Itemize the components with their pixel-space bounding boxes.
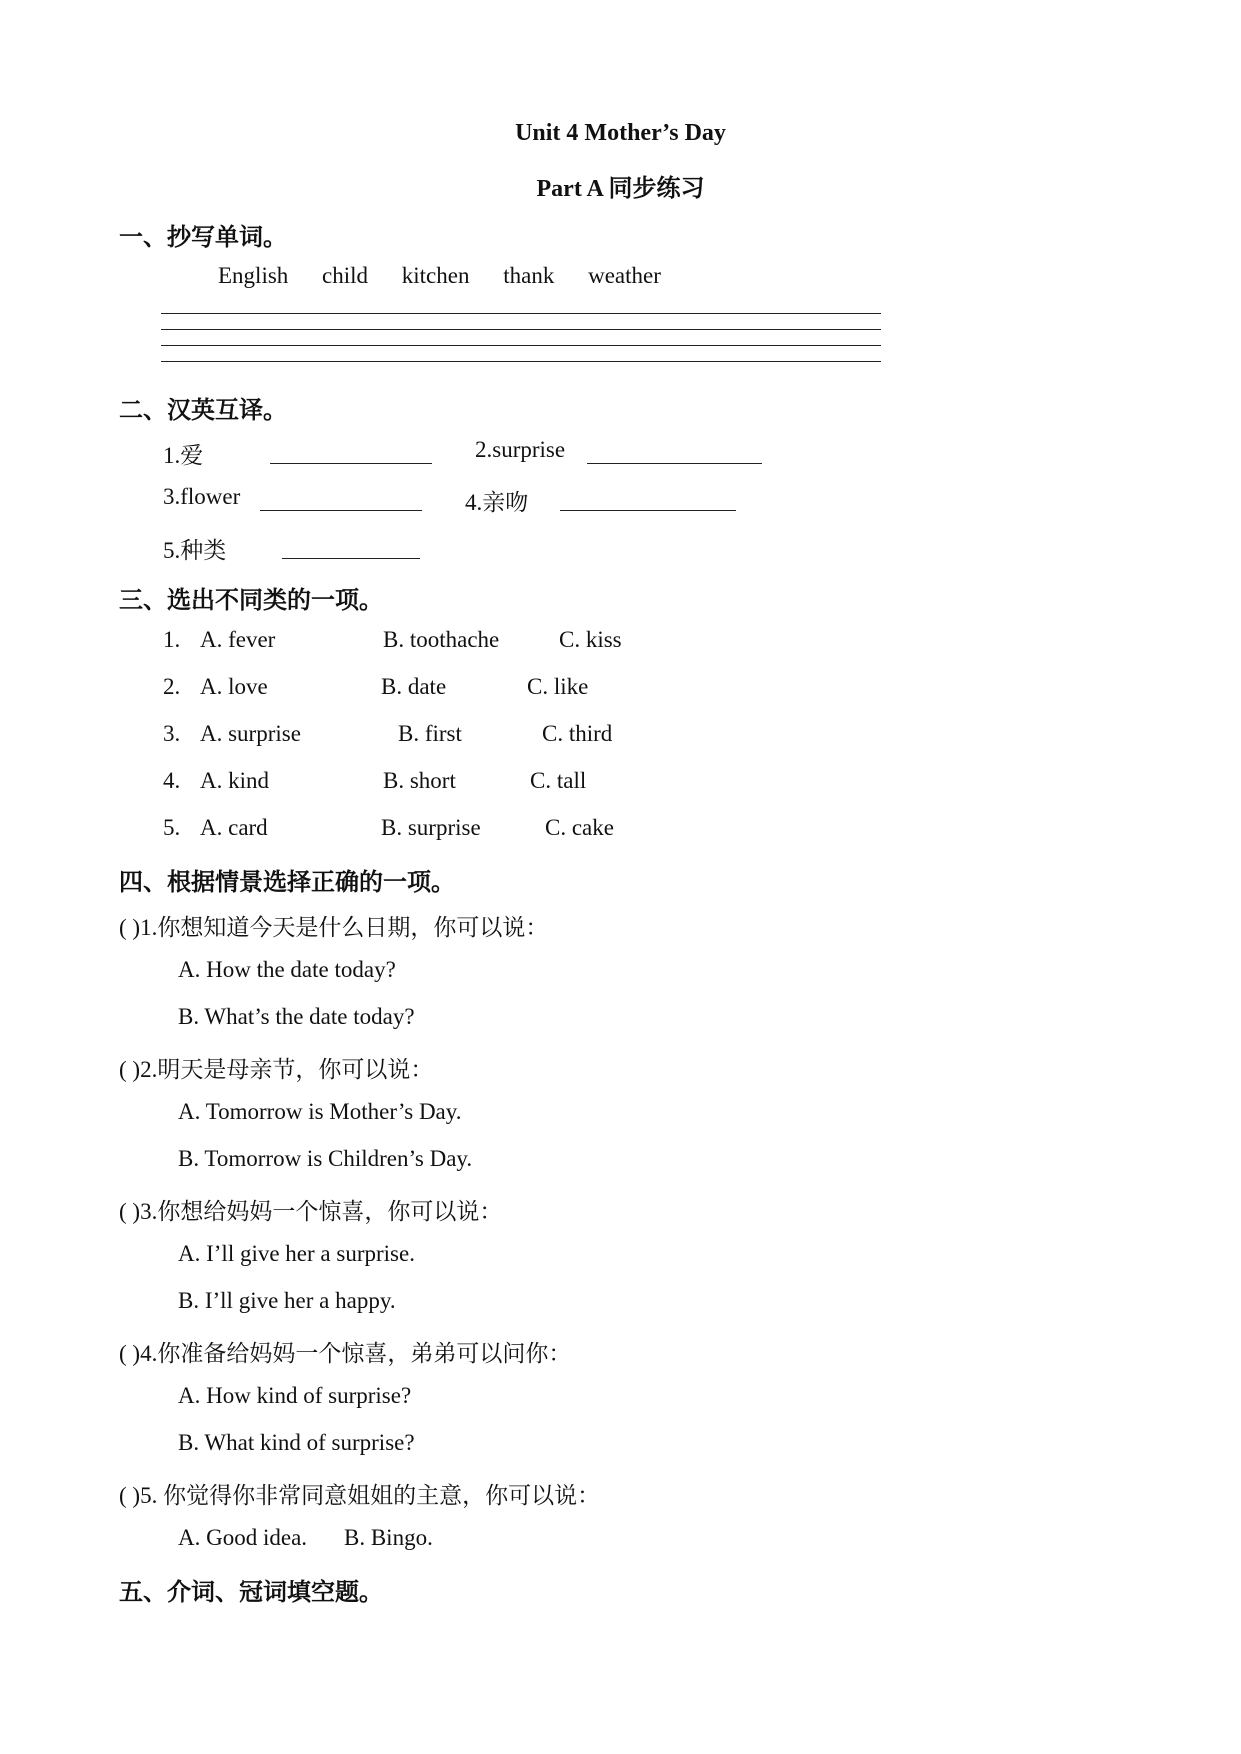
option-b: B. toothache xyxy=(383,627,500,652)
option-b: B. date xyxy=(381,674,447,699)
option-c: C. third xyxy=(542,721,613,746)
option-b: B. short xyxy=(383,768,456,793)
option-a: A. love xyxy=(200,674,268,699)
question: ( )5. 你觉得你非常同意姐姐的主意，你可以说： xyxy=(119,1483,601,1508)
section5-heading: 五、介词、冠词填空题。 xyxy=(119,1580,383,1606)
translation-prompt: 4.亲吻 xyxy=(465,490,529,515)
choice-row-number: 5. xyxy=(163,815,181,840)
page-title: Unit 4 Mother’s Day xyxy=(515,120,726,146)
writing-line xyxy=(161,361,881,362)
writing-line xyxy=(161,345,881,346)
option-a: A. kind xyxy=(200,768,269,793)
answer-blank[interactable] xyxy=(560,488,736,511)
translation-prompt: 5.种类 xyxy=(163,538,227,563)
writing-line xyxy=(161,313,881,314)
choice-row-number: 4. xyxy=(163,768,181,793)
answer-blank[interactable] xyxy=(260,488,422,511)
option-b: B. Bingo. xyxy=(344,1525,433,1550)
question: ( )4.你准备给妈妈一个惊喜，弟弟可以问你： xyxy=(119,1341,572,1366)
translation-item xyxy=(475,437,565,463)
option-c: C. kiss xyxy=(559,627,622,652)
choice-row-number: 2. xyxy=(163,674,181,699)
word-list xyxy=(218,263,689,289)
translation-prompt: 3.flower xyxy=(163,484,241,509)
word: weather xyxy=(588,263,661,288)
translation-prompt: 2.surprise xyxy=(475,437,566,462)
choice-row-number: 3. xyxy=(163,721,181,746)
question: ( )1.你想知道今天是什么日期，你可以说： xyxy=(119,915,549,940)
option-b: B. first xyxy=(398,721,462,746)
option-a: A. Tomorrow is Mother’s Day. xyxy=(178,1099,462,1124)
option-c: C. like xyxy=(527,674,589,699)
option-b: B. What’s the date today? xyxy=(178,1004,415,1029)
option-b: B. surprise xyxy=(381,815,481,840)
page-subtitle: Part A 同步练习 xyxy=(536,176,705,202)
answer-blank[interactable] xyxy=(270,441,432,464)
section2-heading: 二、汉英互译。 xyxy=(119,398,287,424)
section1-heading: 一、抄写单词。 xyxy=(119,225,287,251)
option-b: B. What kind of surprise? xyxy=(178,1430,415,1455)
translation-item xyxy=(465,484,528,517)
section3-heading: 三、选出不同类的一项。 xyxy=(119,588,383,614)
choice-row-number: 1. xyxy=(163,627,181,652)
translation-item xyxy=(163,532,226,565)
word: English xyxy=(218,263,289,288)
answer-blank[interactable] xyxy=(282,536,420,559)
option-a: A. fever xyxy=(200,627,276,652)
answer-blank[interactable] xyxy=(587,441,762,464)
option-c: C. cake xyxy=(545,815,614,840)
question: ( )3.你想给妈妈一个惊喜，你可以说： xyxy=(119,1199,503,1224)
writing-line xyxy=(161,329,881,330)
translation-prompt: 1.爱 xyxy=(163,443,204,468)
option-c: C. tall xyxy=(530,768,587,793)
translation-item xyxy=(163,484,240,510)
word: thank xyxy=(503,263,555,288)
option-a: A. I’ll give her a surprise. xyxy=(178,1241,415,1266)
option-a: A. How kind of surprise? xyxy=(178,1383,412,1408)
option-a: A. How the date today? xyxy=(178,957,396,982)
word: kitchen xyxy=(401,263,470,288)
option-b: B. Tomorrow is Children’s Day. xyxy=(178,1146,473,1171)
option-a: A. Good idea. xyxy=(178,1525,308,1550)
option-b: B. I’ll give her a happy. xyxy=(178,1288,396,1313)
option-a: A. card xyxy=(200,815,268,840)
option-a: A. surprise xyxy=(200,721,301,746)
translation-item xyxy=(163,437,203,470)
word: child xyxy=(322,263,369,288)
question: ( )2.明天是母亲节，你可以说： xyxy=(119,1057,434,1082)
section4-heading: 四、根据情景选择正确的一项。 xyxy=(119,870,455,896)
